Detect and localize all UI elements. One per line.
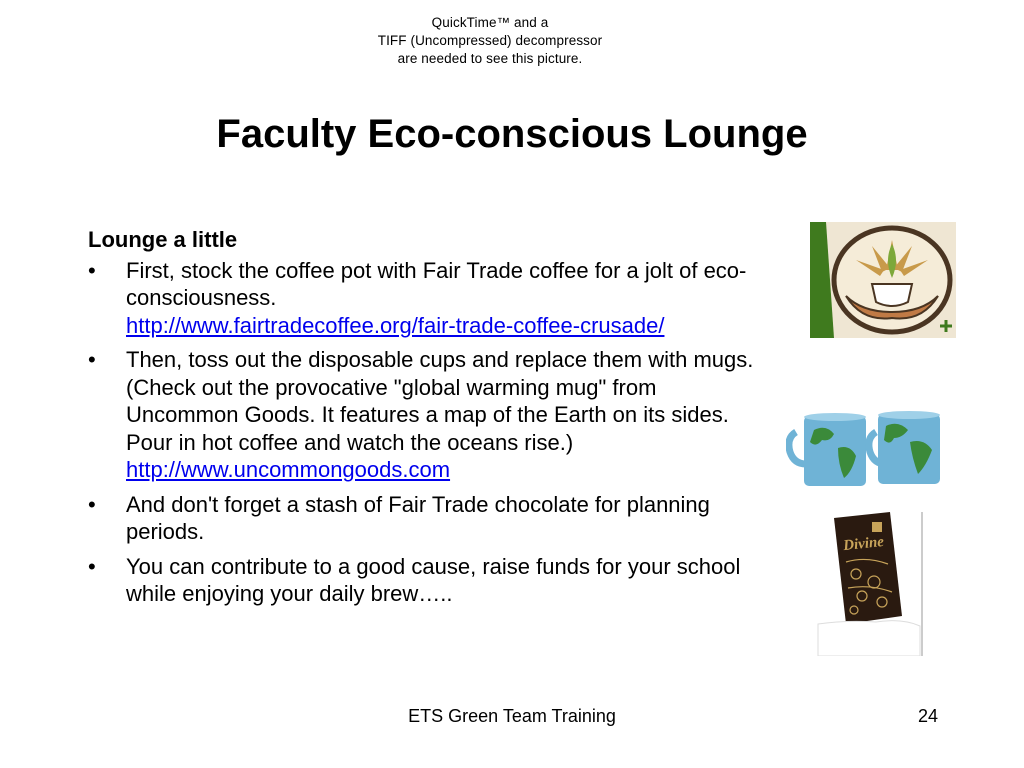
list-item	[88, 346, 758, 484]
list-item	[88, 257, 758, 340]
global-warming-mugs-image	[786, 408, 946, 492]
fair-trade-coffee-link[interactable]: http://www.fairtradecoffee.org/fair-trade-coffee-crusade/	[126, 312, 665, 338]
bullet-marker: •	[88, 347, 96, 372]
list-item	[88, 491, 758, 546]
uncommon-goods-link[interactable]: http://www.uncommongoods.com	[126, 457, 451, 482]
bullet-text: You can contribute to a good cause, raise funds for your school while enjoying your daily brew…..	[126, 553, 741, 606]
slide-number: 24	[917, 706, 938, 726]
bullet-list	[88, 257, 758, 608]
footer-title: ETS Green Team Training	[408, 706, 616, 726]
bullet-text: Then, toss out the disposable cups and replace them with mugs. (Check out the provocative "global warming mug" from Uncommon Goods. It features a map of the Earth on its sides. Pour in hot coffee and watch the oceans rise.)	[126, 347, 754, 455]
chocolate-brand-label: Divine	[842, 533, 885, 555]
quicktime-notice-line-1: QuickTime™ and a	[431, 15, 549, 30]
slide-title: Faculty Eco-conscious Lounge	[216, 112, 808, 156]
quicktime-notice-line-2: TIFF (Uncompressed) decompressor	[377, 33, 603, 48]
bullet-text: And don't forget a stash of Fair Trade chocolate for planning periods.	[126, 491, 710, 544]
fair-trade-coffee-logo-image	[810, 222, 956, 338]
list-item	[88, 553, 758, 608]
bullet-marker: •	[88, 257, 96, 283]
bullet-text: First, stock the coffee pot with Fair Trade coffee for a jolt of eco-consciousness.	[126, 257, 747, 310]
subheading: Lounge a little	[88, 227, 238, 252]
slide-body	[88, 226, 758, 615]
quicktime-placeholder-notice	[330, 14, 650, 68]
bullet-marker: •	[88, 491, 96, 517]
bullet-marker: •	[88, 553, 96, 579]
divine-chocolate-bar-image	[816, 512, 924, 656]
quicktime-notice-line-3: are needed to see this picture.	[397, 51, 583, 66]
